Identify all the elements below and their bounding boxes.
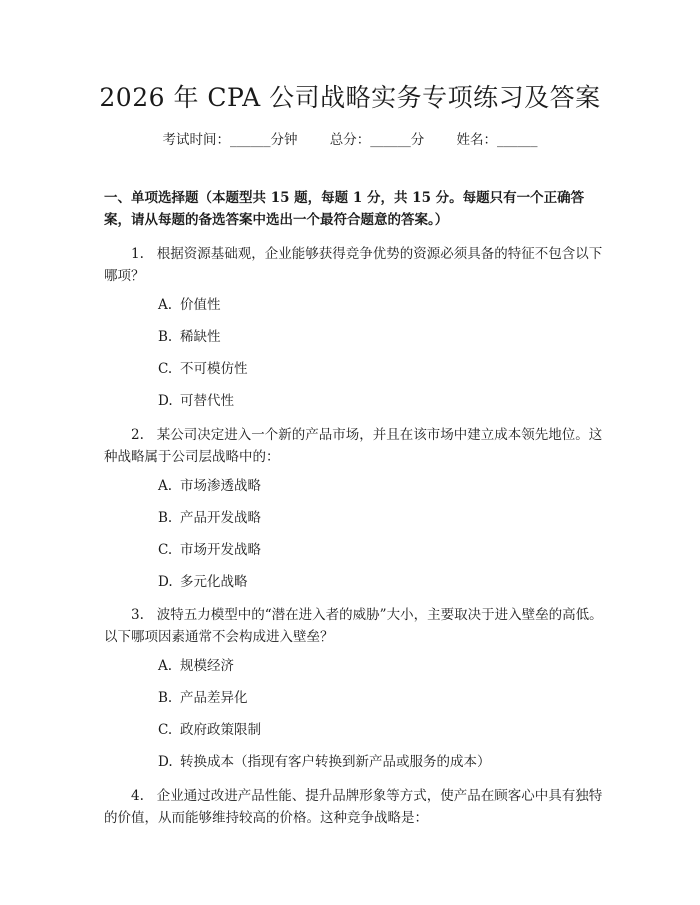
question-4 (104, 785, 604, 829)
section-heading: 一、单项选择题（本题型共 15 题，每题 1 分，共 15 分。每题只有一个正确答案，请从每题的备选答案中选出一个最符合题意的答案。） (104, 190, 585, 228)
document-title: 2026 年 CPA 公司战略实务专项练习及答案 (99, 83, 601, 112)
option-2c: C. 市场开发战略 (158, 542, 261, 558)
exam-time-field: 考试时间：______分钟 (162, 132, 298, 148)
question-text: 某公司决定进入一个新的产品市场，并且在该市场中建立成本领先地位。这种战略属于公司层战略中的： (104, 427, 603, 465)
option-3b: B. 产品差异化 (158, 690, 248, 706)
option-1c: C. 不可模仿性 (158, 361, 248, 377)
question-text: 波特五力模型中的“潜在进入者的威胁”大小，主要取决于进入壁垒的高低。以下哪项因素通常不会构成进入壁垒？ (104, 607, 603, 645)
option-2a: A. 市场渗透战略 (158, 478, 261, 494)
question-1 (104, 243, 604, 287)
option-1b: B. 稀缺性 (158, 329, 221, 345)
option-3c: C. 政府政策限制 (158, 722, 261, 738)
question-number: 2. (131, 427, 144, 443)
option-2d: D. 多元化战略 (158, 574, 248, 590)
option-1a: A. 价值性 (158, 297, 221, 313)
option-3d: D. 转换成本（指现有客户转换到新产品或服务的成本） (158, 754, 491, 770)
question-3 (104, 604, 604, 648)
exam-meta (0, 130, 700, 150)
option-3a: A. 规模经济 (158, 658, 234, 674)
question-2 (104, 424, 604, 468)
question-text: 根据资源基础观，企业能够获得竞争优势的资源必须具备的特征不包含以下哪项？ (104, 246, 603, 284)
name-field: 姓名：______ (456, 132, 538, 148)
question-text: 企业通过改进产品性能、提升品牌形象等方式，使产品在顾客心中具有独特的价值，从而能够维持较高的价格。这种竞争战略是： (104, 788, 603, 826)
option-2b: B. 产品开发战略 (158, 510, 261, 526)
question-number: 4. (131, 788, 144, 804)
total-score-field: 总分：______分 (329, 132, 425, 148)
question-number: 3. (131, 607, 144, 623)
question-number: 1. (131, 246, 144, 262)
option-1d: D. 可替代性 (158, 393, 234, 409)
